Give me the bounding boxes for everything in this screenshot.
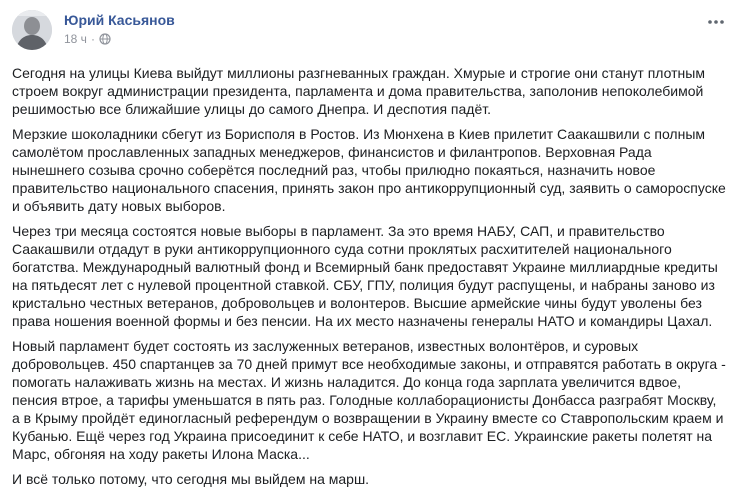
post-text	[12, 64, 728, 495]
avatar[interactable]	[12, 10, 52, 50]
post-paragraph: Мерзкие шоколадники сбегут из Борисполя в Ростов. Из Мюнхена в Киев прилетит Саакашвили с полным самолётом прославленных западных менеджеров, финансистов и филантропов. Верховная Рада нынешнего созыва срочно соберётся последний раз, чтобы прилюдно покаяться, назначить новое правительство национального спасения, принять закон про антикоррупционный суд, заявить о самороспуске и объявить дату новых выборов.	[12, 126, 726, 214]
meta-separator: ·	[90, 32, 95, 46]
post-header	[12, 10, 728, 52]
post-meta	[64, 32, 111, 46]
post-time[interactable]: 18 ч	[64, 32, 87, 46]
post-paragraph: Новый парламент будет состоять из заслуженных ветеранов, известных волонтёров, и суровых добровольцев. 450 спартанцев за 70 дней примут все необходимые законы, и отправятся работать в округа - помогать налаживать жизнь на местах. И жизнь наладится. До конца года зарплата увеличится вдвое, пенсия втрое, а тарифы уменьшатся в пять раз. Голодные коллаборационисты Донбасса разграбят Москву, а в Крыму пройдёт единогласный референдум о возвращении в Украину вместе со Ставропольским краем и Кубанью. Ещё через год Украина присоединит к себе НАТО, и возглавит ЕС. Украинские ракеты полетят на Марс, обгоняя на ходу ракеты Илона Маска...	[12, 338, 726, 462]
post-paragraph: Сегодня на улицы Киева выйдут миллионы разгневанных граждан. Хмурые и строгие они станут плотным строем вокруг администрации президента, парламента и дома правительства, заполонив непоколебимой решимостью все ближайшие улицы до самого Днепра. И деспотия падёт.	[12, 65, 705, 117]
avatar-image	[12, 10, 52, 50]
more-options-icon[interactable]	[704, 12, 728, 32]
author-name[interactable]: Юрий Касьянов	[64, 12, 175, 28]
post-paragraph: Через три месяца состоятся новые выборы в парламент. За это время НАБУ, САП, и правительство Саакашвили отдадут в руки антикоррупционного суда сотни проклятых расхитителей национального богатства. Международный валютный фонд и Всемирный банк предоставят Украине миллиардные кредиты на пятьдесят лет с нулевой процентной ставкой. СБУ, ГПУ, полиция будут распущены, и набраны заново из кристально честных ветеранов, добровольцев и волонтеров. Высшие армейские чины будут уволены без права ношения военной формы и без пенсии. На их место назначены генералы НАТО и командиры Цахал.	[12, 223, 718, 329]
post-paragraph: И всё только потому, что сегодня мы выйдем на марш.	[12, 471, 370, 487]
globe-icon[interactable]	[99, 33, 111, 45]
